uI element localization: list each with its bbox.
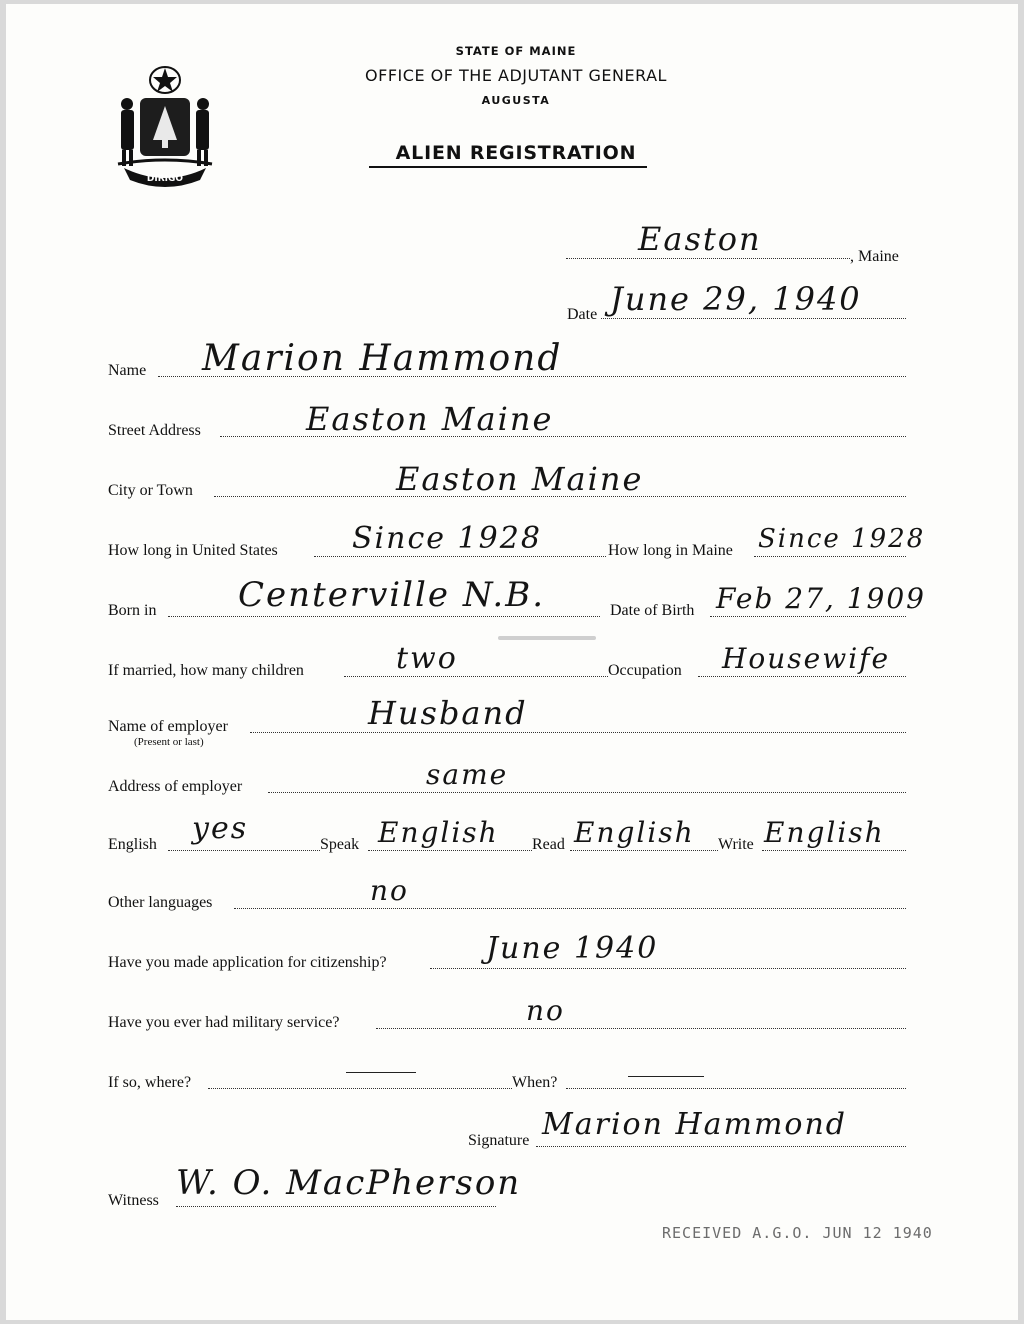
seal-motto: DIRIGO bbox=[146, 174, 184, 184]
read-label: Read bbox=[532, 836, 565, 853]
born-value: Centerville N.B. bbox=[238, 575, 546, 615]
witness-value: W. O. MacPherson bbox=[176, 1163, 522, 1203]
employer-label: Name of employer bbox=[108, 718, 228, 735]
name-label: Name bbox=[108, 362, 147, 379]
citizenship-label: Have you made application for citizenship? bbox=[108, 954, 387, 971]
city-name: AUGUSTA bbox=[481, 94, 551, 107]
title-underline bbox=[369, 166, 647, 168]
city-value: Easton Maine bbox=[396, 460, 644, 498]
signature-value: Marion Hammond bbox=[542, 1107, 847, 1142]
signature-label: Signature bbox=[468, 1132, 530, 1149]
date-value: June 29, 1940 bbox=[610, 280, 862, 318]
street-label: Street Address bbox=[108, 422, 201, 439]
write-label: Write bbox=[718, 836, 754, 853]
birth-date-value: Feb 27, 1909 bbox=[716, 582, 926, 615]
born-label: Born in bbox=[108, 602, 157, 619]
military-value: no bbox=[526, 994, 565, 1027]
state-suffix: , Maine bbox=[850, 248, 899, 265]
speak-label: Speak bbox=[320, 836, 360, 853]
received-stamp: RECEIVED A.G.O. JUN 12 1940 bbox=[662, 1224, 933, 1242]
where-blank-dash bbox=[346, 1072, 416, 1073]
other-languages-label: Other languages bbox=[108, 894, 213, 911]
form-sheet bbox=[6, 4, 1018, 1320]
us-duration-value: Since 1928 bbox=[352, 521, 542, 556]
smudge-mark bbox=[498, 636, 596, 640]
english-label: English bbox=[108, 836, 157, 853]
city-label: City or Town bbox=[108, 482, 193, 499]
place-value: Easton bbox=[638, 220, 762, 258]
children-value: two bbox=[396, 641, 458, 676]
occupation-value: Housewife bbox=[722, 642, 891, 675]
when-label: When? bbox=[512, 1074, 558, 1091]
other-languages-value: no bbox=[370, 874, 409, 907]
birth-date-label: Date of Birth bbox=[610, 602, 695, 619]
military-label: Have you ever had military service? bbox=[108, 1014, 340, 1031]
citizenship-value: June 1940 bbox=[486, 931, 659, 966]
maine-duration-label: How long in Maine bbox=[608, 542, 733, 559]
witness-label: Witness bbox=[108, 1192, 159, 1209]
employer-value: Husband bbox=[368, 694, 528, 732]
read-value: English bbox=[574, 816, 695, 849]
maine-state-seal bbox=[110, 64, 220, 188]
write-value: English bbox=[764, 816, 885, 849]
english-value: yes bbox=[192, 811, 249, 846]
form-title: ALIEN REGISTRATION bbox=[395, 142, 637, 164]
street-value: Easton Maine bbox=[306, 400, 554, 438]
speak-value: English bbox=[378, 816, 499, 849]
date-label: Date bbox=[567, 306, 598, 323]
occupation-label: Occupation bbox=[608, 662, 682, 679]
employer-sublabel: (Present or last) bbox=[134, 736, 204, 748]
office-name: OFFICE OF THE ADJUTANT GENERAL bbox=[365, 66, 667, 85]
name-value: Marion Hammond bbox=[202, 338, 563, 379]
employer-address-label: Address of employer bbox=[108, 778, 243, 795]
when-blank-dash bbox=[628, 1076, 704, 1077]
employer-address-value: same bbox=[426, 758, 509, 791]
us-duration-label: How long in United States bbox=[108, 542, 278, 559]
state-name: STATE OF MAINE bbox=[455, 44, 577, 58]
where-label: If so, where? bbox=[108, 1074, 192, 1091]
children-label: If married, how many children bbox=[108, 662, 304, 679]
maine-duration-value: Since 1928 bbox=[758, 524, 926, 554]
